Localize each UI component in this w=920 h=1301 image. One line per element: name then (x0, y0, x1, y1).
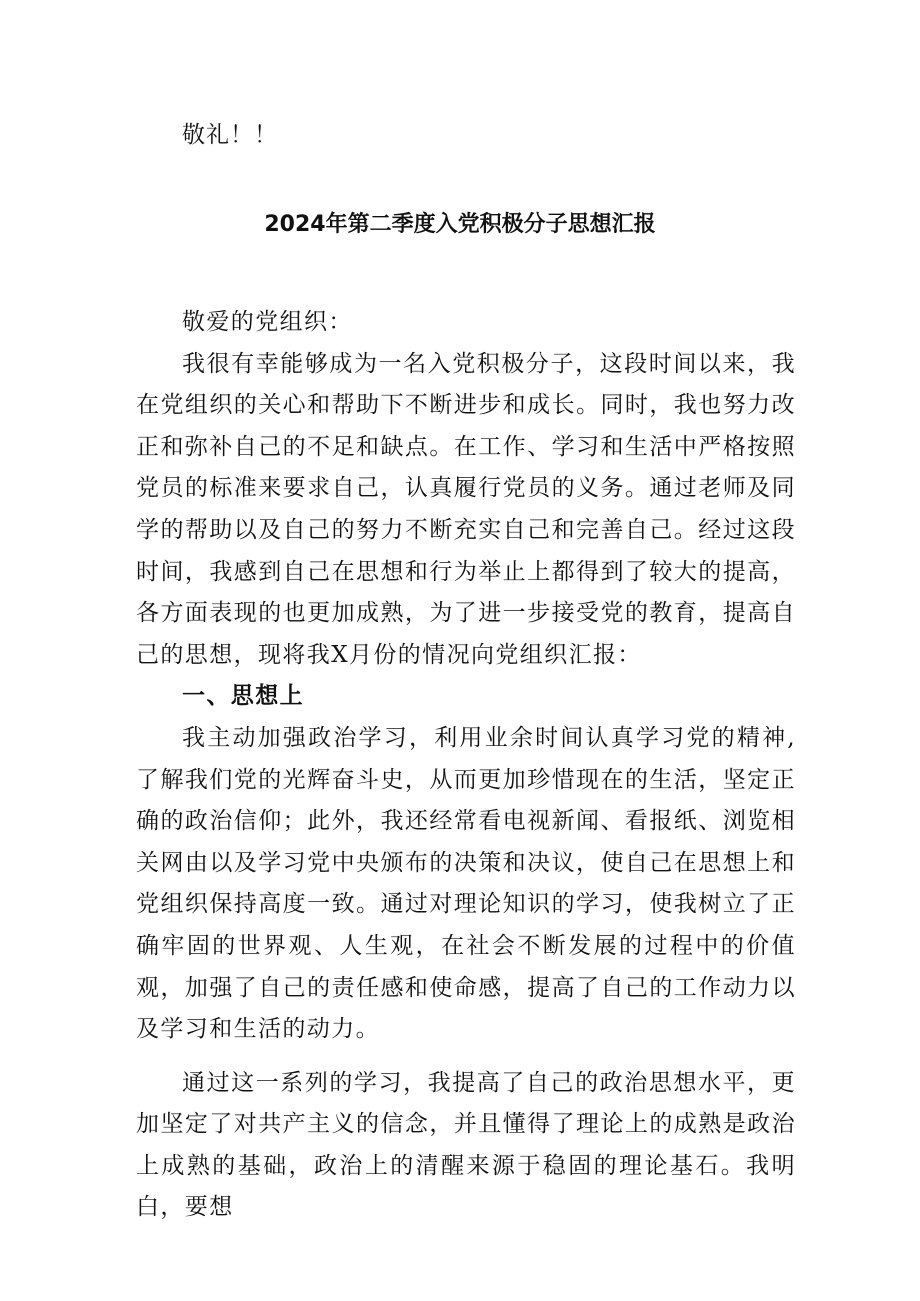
body-paragraph-intro: 我很有幸能够成为一名入党积极分子，这段时间以来，我在党组织的关心和帮助下不断进步和成长。同时，我也努力改正和弥补自己的不足和缺点。在工作、学习和生活中严格按照党员的标准来要求自己，认真履行党员的义务。通过老师及同学的帮助以及自己的努力不断充实自己和完善自己。经过这段时间，我感到自己在思想和行为举止上都得到了较大的提高，各方面表现的也更加成熟，为了进一步接受党的教育，提高自己的思想，现将我X月份的情况向党组织汇报： (136, 350, 796, 668)
body-paragraph-belief: 通过这一系列的学习，我提高了自己的政治思想水平，更加坚定了对共产主义的信念，并且懂得了理论上的成熟是政治上成熟的基础，政治上的清醒来源于稳固的理论基石。我明白，要想 (136, 1069, 796, 1221)
body-paragraph-thought: 我主动加强政治学习，利用业余时间认真学习党的精神,了解我们党的光辉奋斗史，从而更加珍惜现在的生活，坚定正确的政治信仰；此外，我还经常看电视新闻、看报纸、浏览相关网由以及学习党中央颁布的决策和决议，使自己在思想上和党组织保持高度一致。通过对理论知识的学习，使我树立了正确牢固的世界观、人生观，在社会不断发展的过程中的价值观，加强了自己的责任感和使命感，提高了自己的工作动力以及学习和生活的动力。 (136, 724, 796, 1043)
greeting-line: 敬爱的党组织： (182, 309, 353, 335)
section-heading-thought: 一、思想上 (182, 683, 304, 710)
closing-salute: 敬礼！！ (182, 122, 278, 148)
report-body (136, 302, 796, 1229)
report-title: 2024年第二季度入党积极分子思想汇报 (264, 212, 656, 237)
